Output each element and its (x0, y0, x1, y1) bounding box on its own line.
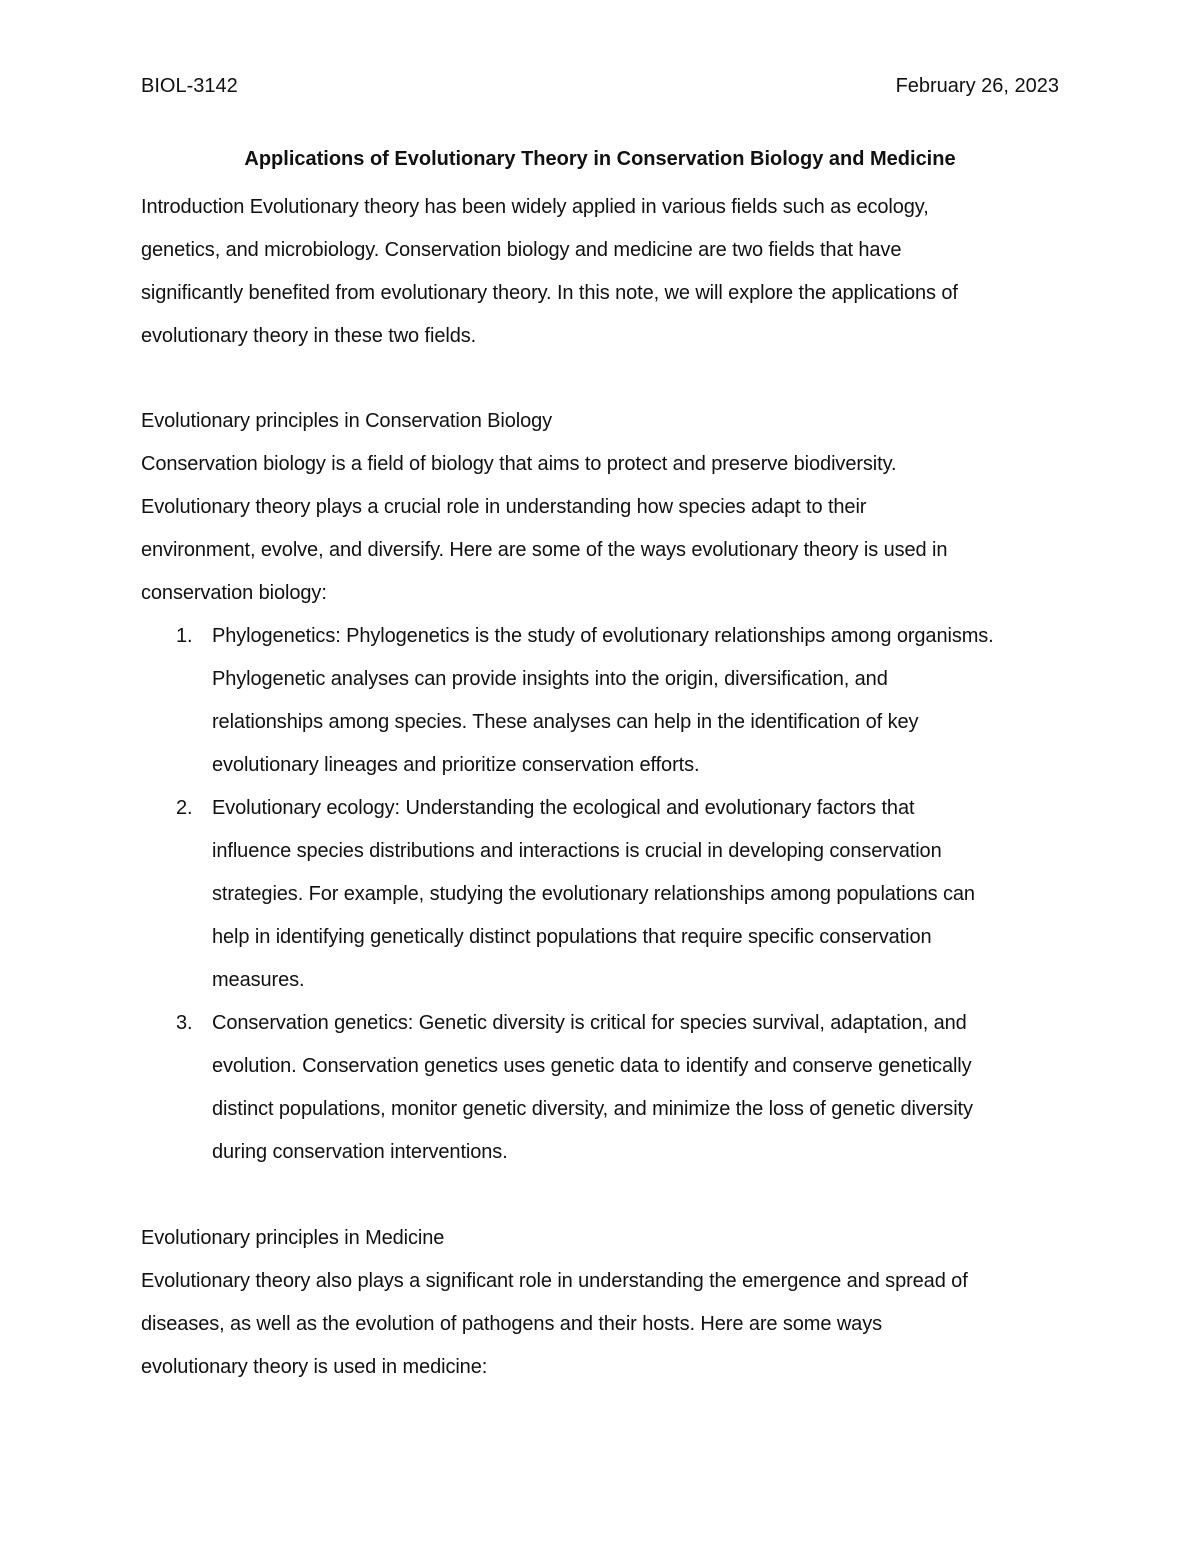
list-number: 3. (176, 1012, 193, 1034)
list-item-phylogenetics (141, 615, 1061, 787)
list-line: Conservation genetics: Genetic diversity is critical for species survival, adaptation, and (212, 1012, 967, 1034)
list-line: during conservation interventions. (212, 1141, 508, 1163)
list-number: 2. (176, 797, 193, 819)
medicine-section (141, 1217, 1061, 1389)
conservation-section (141, 400, 1061, 615)
list-line: relationships among species. These analyses can help in the identification of key (212, 711, 919, 733)
conservation-line: Evolutionary theory plays a crucial role in understanding how species adapt to their (141, 496, 867, 518)
document-date: February 26, 2023 (895, 75, 1059, 97)
list-line: help in identifying genetically distinct populations that require specific conservation (212, 926, 932, 948)
intro-line: genetics, and microbiology. Conservation biology and medicine are two fields that have (141, 239, 902, 261)
list-item-evolutionary-ecology (141, 787, 1061, 1002)
medicine-line: evolutionary theory is used in medicine: (141, 1356, 488, 1378)
list-line: Phylogenetic analyses can provide insights into the origin, diversification, and (212, 668, 888, 690)
list-line: strategies. For example, studying the evolutionary relationships among populations can (212, 883, 975, 905)
list-item-conservation-genetics (141, 1002, 1061, 1174)
list-line: influence species distributions and interactions is crucial in developing conservation (212, 840, 942, 862)
conservation-list (141, 615, 1061, 1174)
intro-line: Introduction Evolutionary theory has been widely applied in various fields such as ecology, (141, 196, 929, 218)
list-line: measures. (212, 969, 305, 991)
medicine-heading: Evolutionary principles in Medicine (141, 1227, 445, 1249)
list-line: evolutionary lineages and prioritize conservation efforts. (212, 754, 700, 776)
conservation-line: environment, evolve, and diversify. Here are some of the ways evolutionary theory is used in (141, 539, 948, 561)
conservation-line: Conservation biology is a field of biology that aims to protect and preserve biodiversity. (141, 453, 897, 475)
list-number: 1. (176, 625, 193, 647)
intro-line: significantly benefited from evolutionary theory. In this note, we will explore the applications of (141, 282, 958, 304)
intro-paragraph (141, 186, 1061, 358)
conservation-heading: Evolutionary principles in Conservation Biology (141, 410, 553, 432)
conservation-line: conservation biology: (141, 582, 327, 604)
document-title: Applications of Evolutionary Theory in Conservation Biology and Medicine (244, 148, 956, 170)
list-line: Phylogenetics: Phylogenetics is the study of evolutionary relationships among organisms. (212, 625, 994, 647)
list-line: Evolutionary ecology: Understanding the ecological and evolutionary factors that (212, 797, 915, 819)
course-code: BIOL-3142 (141, 75, 238, 97)
medicine-line: diseases, as well as the evolution of pathogens and their hosts. Here are some ways (141, 1313, 883, 1335)
list-line: evolution. Conservation genetics uses genetic data to identify and conserve genetically (212, 1055, 972, 1077)
intro-line: evolutionary theory in these two fields. (141, 325, 477, 347)
medicine-line: Evolutionary theory also plays a significant role in understanding the emergence and spread of (141, 1270, 968, 1292)
list-line: distinct populations, monitor genetic diversity, and minimize the loss of genetic diversity (212, 1098, 973, 1120)
